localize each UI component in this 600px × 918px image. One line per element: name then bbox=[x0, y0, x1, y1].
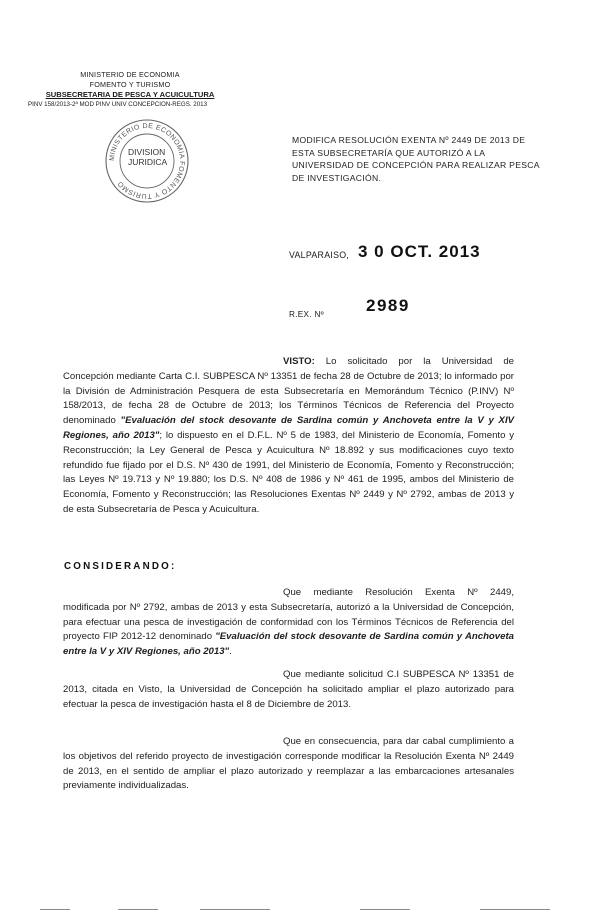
resolution-date: 3 0 OCT. 2013 bbox=[358, 242, 481, 261]
place-label: VALPARAISO, bbox=[289, 250, 350, 260]
file-reference: PINV 158/2013-2ª MOD PINV UNIV CONCEPCION-REGS. 2013 bbox=[28, 101, 208, 108]
visto-paragraph bbox=[63, 355, 514, 518]
subsecretaria-name: SUBSECRETARIA DE PESCA Y ACUICULTURA bbox=[45, 90, 215, 99]
considerando-1 bbox=[63, 586, 514, 660]
stamp-juridica-text: JURIDICA bbox=[128, 157, 168, 167]
stamp-division-text: DIVISION bbox=[128, 147, 166, 157]
visto-text-1: Lo solicitado por la Universidad de Concepción mediante Carta C.I. SUBPESCA Nº 13351 de fecha 28 de Octubre de 2013; lo informado por la División de Administración Pesquera de esta Subsecretaría en Memorándum Técnico (P.INV) Nº 158/2013, de fecha 28 de Octubre de 2013; los Términos Técnicos de Referencia del Proyecto denominado bbox=[63, 356, 515, 427]
rex-label: R.EX. Nº bbox=[289, 310, 324, 319]
ministry-name: MINISTERIO DE ECONOMIA bbox=[80, 70, 180, 79]
considerando-1-text-2: . bbox=[229, 646, 232, 658]
footer-mark-1 bbox=[40, 909, 70, 910]
footer-mark-2 bbox=[118, 909, 158, 910]
footer-mark-4 bbox=[360, 909, 410, 910]
visto-label: VISTO: bbox=[283, 356, 315, 367]
footer-mark-5 bbox=[480, 909, 550, 910]
considerando-2 bbox=[63, 668, 514, 712]
ministry-subtitle: FOMENTO Y TURISMO bbox=[89, 80, 171, 89]
visto-project-name: "Evaluación del stock desovante de Sardina común y Anchoveta entre la V y XIV Regiones, año 2013" bbox=[63, 415, 515, 441]
considerando-1-project: "Evaluación del stock desovante de Sardina común y Anchoveta entre la V y XIV Regiones, año 2013" bbox=[63, 631, 514, 658]
letterhead bbox=[30, 70, 230, 110]
considerando-2-text: Que mediante solicitud C.I SUBPESCA Nº 13351 de 2013, citada en Visto, la Universidad de Concepción ha solicitado ampliar el plazo autorizado para efectuar la pesca de investigación hasta el 8 de Diciembre de 2013. bbox=[63, 669, 514, 710]
considerando-3 bbox=[63, 735, 514, 794]
resolution-subject: MODIFICA RESOLUCIÓN EXENTA Nº 2449 DE 2013 DE ESTA SUBSECRETARÍA QUE AUTORIZÓ A LA UNIVERSIDAD DE CONCEPCIÓN PARA REALIZAR PESCA DE INVESTIGACIÓN. bbox=[292, 135, 540, 183]
considerando-3-text: Que en consecuencia, para dar cabal cumplimiento a los objetivos del referido proyecto de investigación corresponde modificar la Resolución Exenta Nº 2449 de 2013, en el sentido de ampliar el plazo autorizado y reemplazar a las embarcaciones artesanales previamente individualizadas. bbox=[63, 736, 514, 792]
footer-mark-3 bbox=[200, 909, 270, 910]
stamp-label bbox=[128, 147, 178, 167]
rex-number: 2989 bbox=[366, 296, 410, 315]
stamp-ring-text: MINISTERIO DE ECONOMIA FOMENTO Y TURISMO bbox=[108, 122, 186, 200]
considerando-heading: CONSIDERANDO: bbox=[64, 561, 177, 572]
visto-text-2: ; lo dispuesto en el D.F.L. Nº 5 de 1983, del Ministerio de Economía, Fomento y Reconstrucción; la Ley General de Pesca y Acuicultura Nº 18.892 y sus modificaciones cuyo texto refundido fue fijado por el D.S. Nº 430 de 1991, del Ministerio de Economía, Fomento y Reconstrucción; las Leyes Nº 19.713 y Nº 19.880; los D.S. Nº 408 de 1986 y Nº 461 de 1995, ambos del Ministerio de Economía, Fomento y Reconstrucción; las Resoluciones Exentas Nº 2449 y Nº 2792, ambas de 2013 y de esta Subsecretaría de Pesca y Acuicultura. bbox=[63, 429, 515, 515]
considerando-1-text-1: Que mediante Resolución Exenta Nº 2449, modificada por Nº 2792, ambas de 2013 y esta Subsecretaría, autorizó a la Universidad de Concepción, para efectuar una pesca de investigación de conformidad con los Términos Técnicos de Referencia del proyecto FIP 2012-12 denominado bbox=[63, 587, 514, 643]
